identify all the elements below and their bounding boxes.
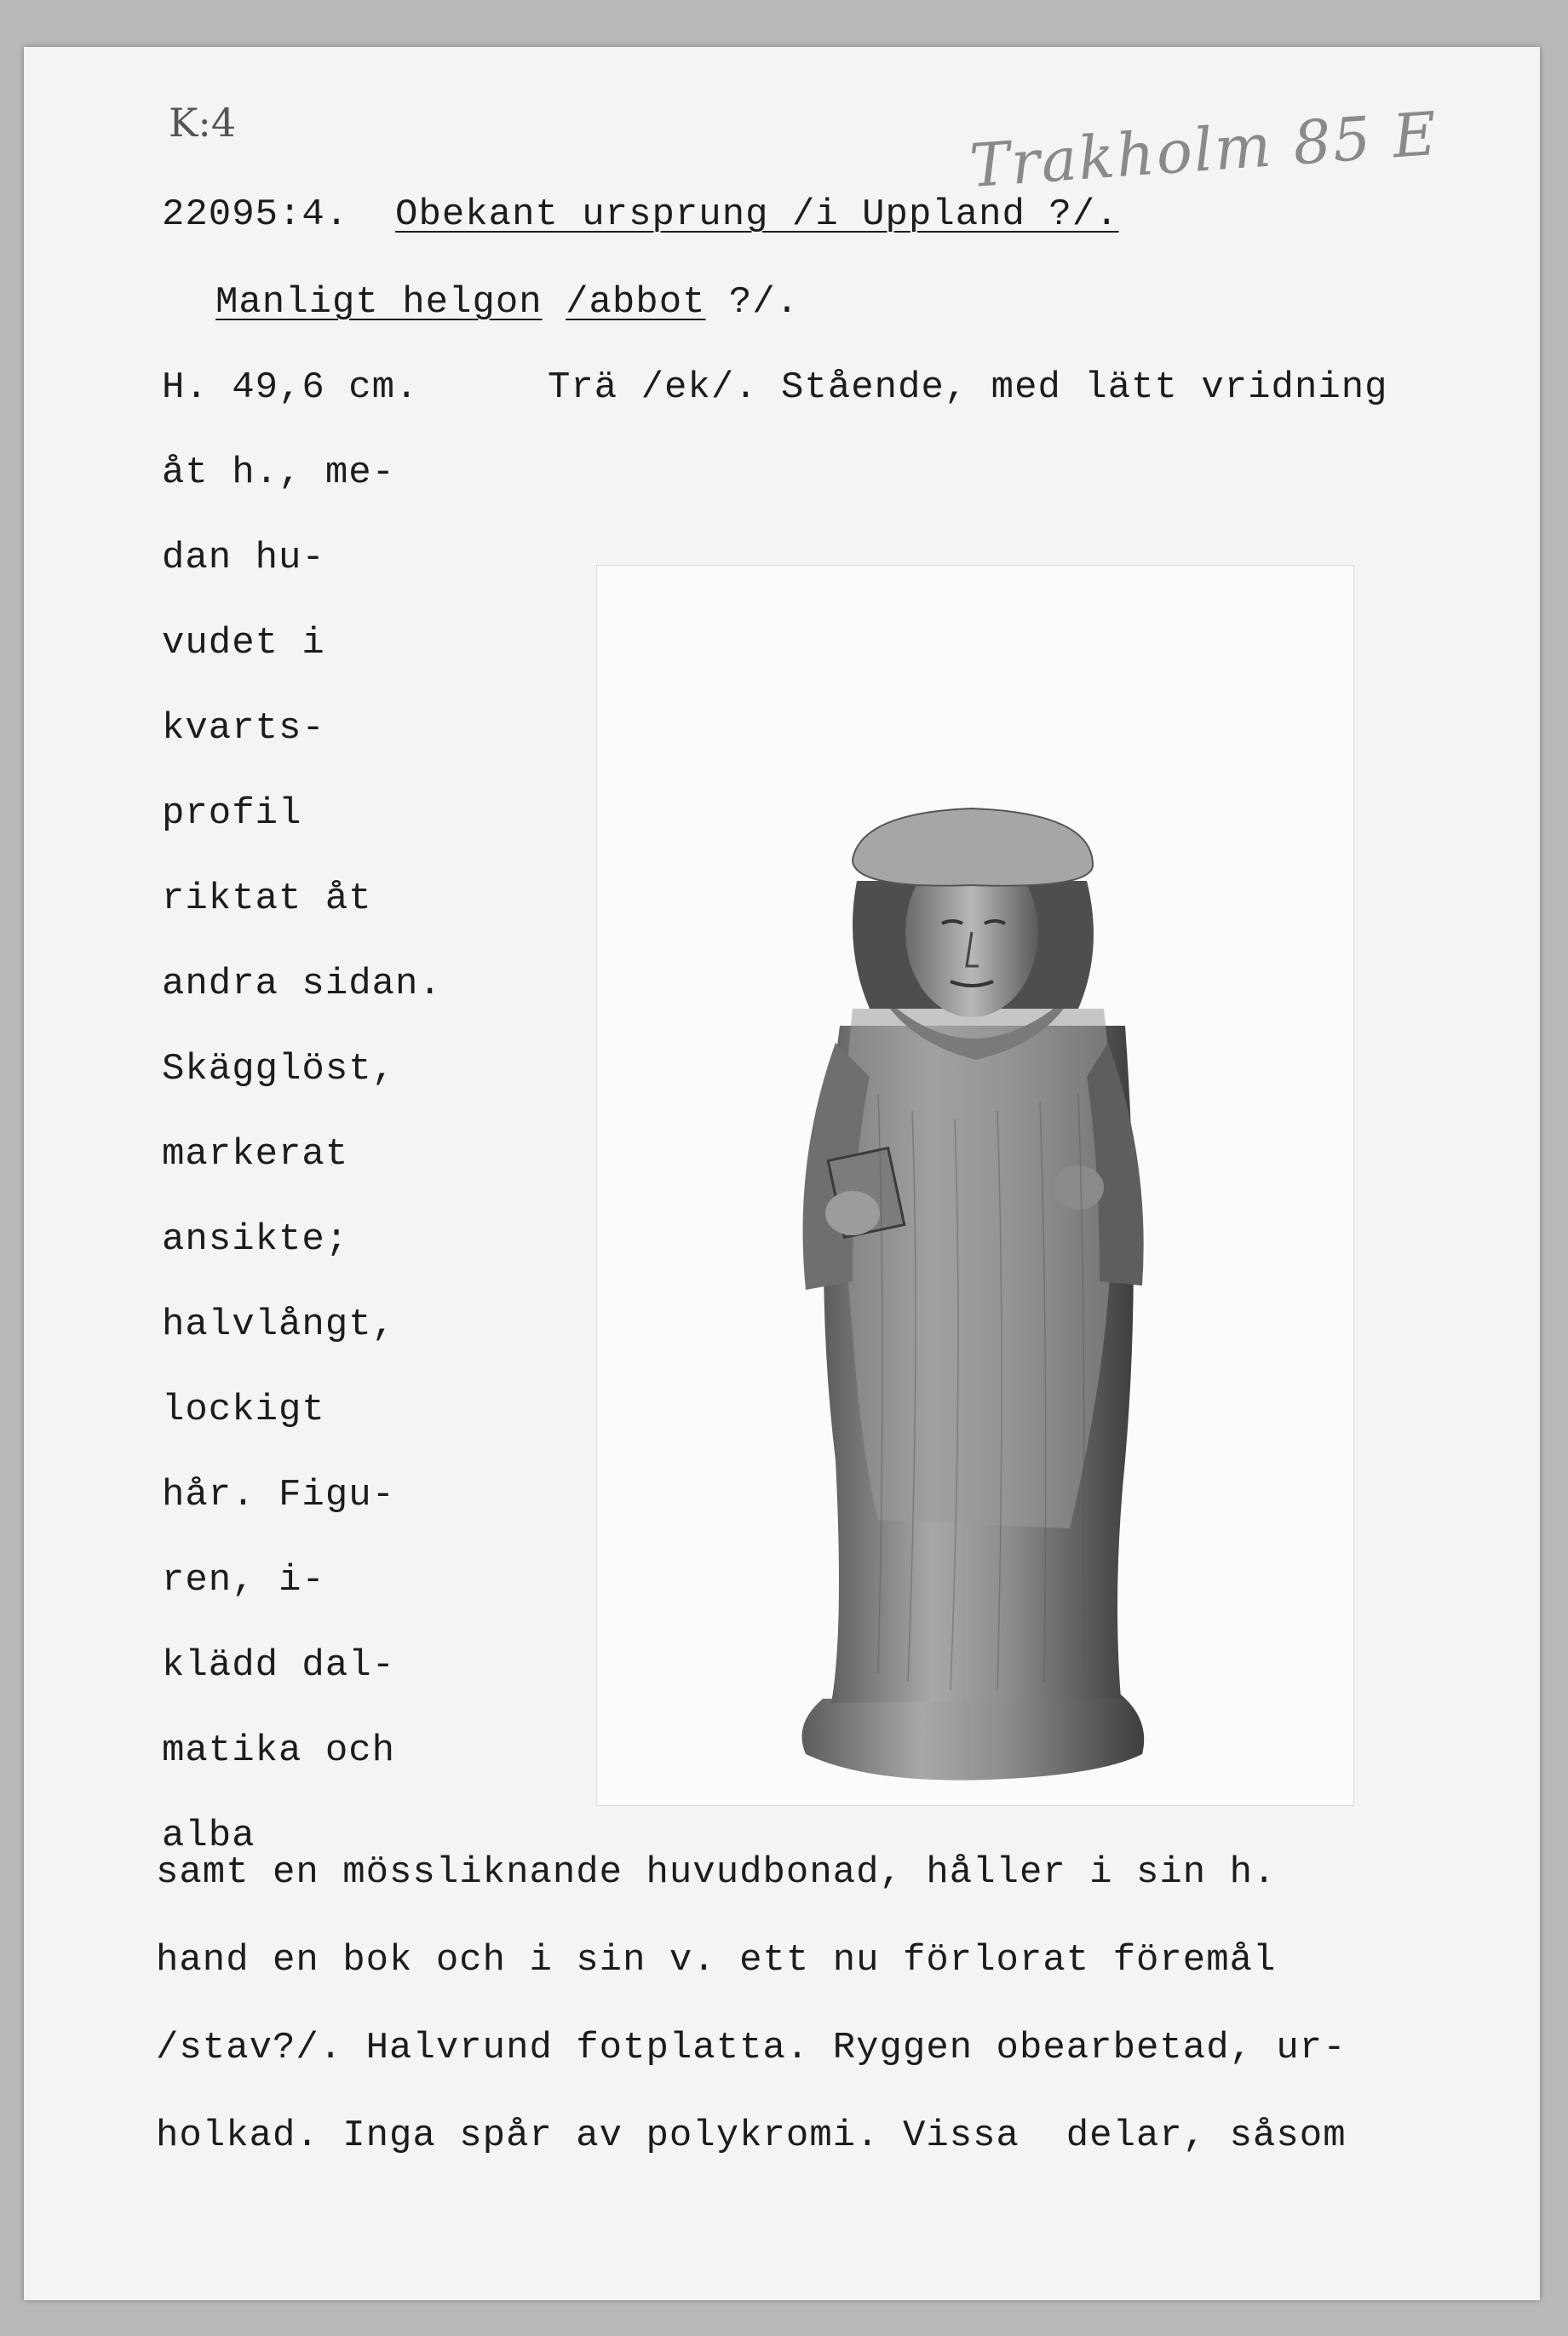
description-line: holkad. Inga spår av polykromi. Vissa delar, såsom <box>156 2114 1347 2157</box>
description-line: samt en mössliknande huvudbonad, håller i sin h. <box>156 1851 1277 1894</box>
description-line: halvlångt, <box>162 1303 396 1346</box>
description-line: /stav?/. Halvrund fotplatta. Ryggen obearbetad, ur- <box>156 2027 1347 2069</box>
description-line: markerat <box>162 1133 349 1176</box>
description-line: matika och <box>162 1729 396 1772</box>
description-line: alba <box>162 1815 256 1857</box>
description-line: lockigt <box>162 1389 325 1431</box>
left-hand <box>1053 1165 1104 1210</box>
subject-main: Manligt helgon <box>215 281 543 324</box>
origin-text: Obekant ursprung /i Uppland ?/. <box>395 193 1119 236</box>
description-line: klädd dal- <box>162 1644 396 1687</box>
statue-dalmatic <box>844 1009 1113 1528</box>
handwritten-place-note: Trakholm 85 E <box>967 98 1441 202</box>
description-line: kvarts- <box>162 707 325 750</box>
subject-tail: ?/. <box>705 281 800 324</box>
description-line: profil <box>162 792 302 835</box>
catalog-mark: K:4 <box>169 100 237 146</box>
statue-photograph <box>596 565 1354 1806</box>
statue-cap <box>853 808 1093 886</box>
statue-base <box>802 1694 1145 1781</box>
right-hand <box>825 1191 880 1235</box>
description-first-line: Trä /ek/. Stående, med lätt vridning <box>548 366 1388 409</box>
description-line: hår. Figu- <box>162 1474 396 1516</box>
title-line <box>162 193 1119 236</box>
description-line: vudet i <box>162 622 325 665</box>
subject-line <box>215 281 799 324</box>
description-line: dan hu- <box>162 537 325 579</box>
description-line: hand en bok och i sin v. ett nu förlorat föremål <box>156 1939 1277 1982</box>
description-line: ren, i- <box>162 1559 325 1602</box>
description-line: andra sidan. <box>162 963 442 1005</box>
description-line: ansikte; <box>162 1218 349 1261</box>
description-line: Skägglöst, <box>162 1048 396 1090</box>
description-line: åt h., me- <box>162 452 396 494</box>
statue-image <box>597 566 1353 1805</box>
description-line: riktat åt <box>162 877 372 920</box>
height-label: H. 49,6 cm. <box>162 366 419 409</box>
catalog-card <box>24 47 1540 2300</box>
subject-abbot: /abbot <box>566 281 706 324</box>
inventory-number: 22095:4. <box>162 193 349 236</box>
